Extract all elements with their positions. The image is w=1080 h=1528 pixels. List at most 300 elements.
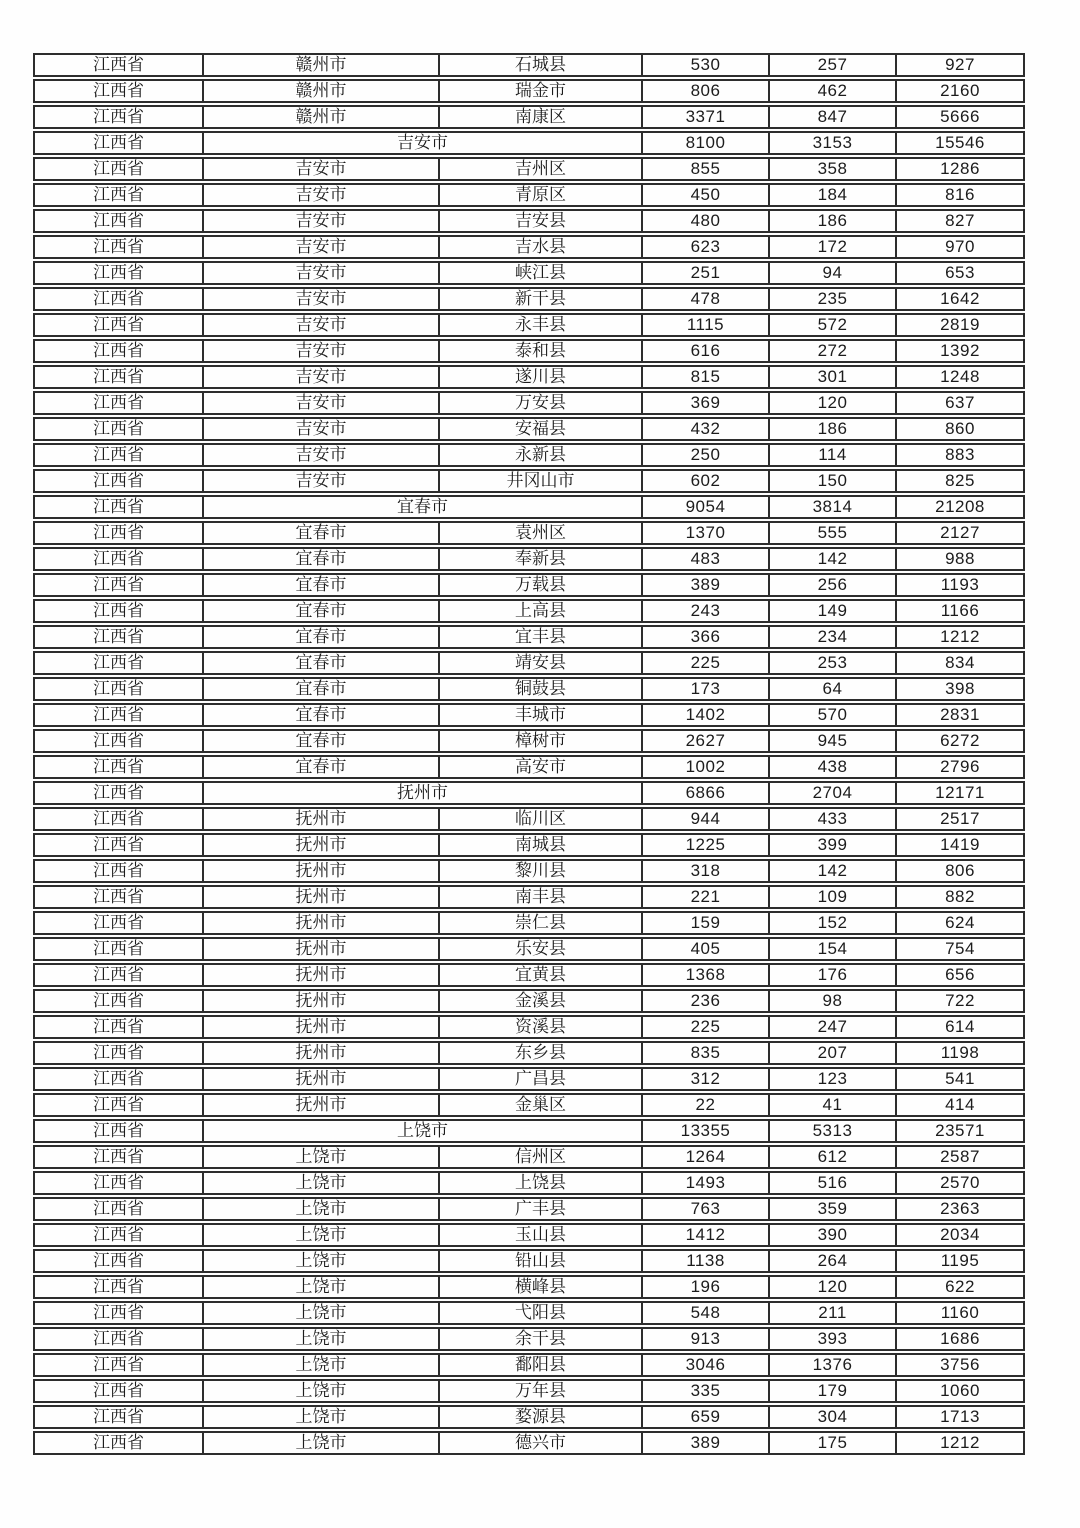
province-cell: 江西省 — [35, 1017, 204, 1037]
value1-cell: 815 — [643, 367, 770, 387]
county-cell: 宜丰县 — [440, 627, 643, 647]
county-cell: 鄱阳县 — [440, 1355, 643, 1375]
city-cell: 上饶市 — [204, 1329, 440, 1349]
county-cell: 南丰县 — [440, 887, 643, 907]
value2-cell: 438 — [770, 757, 897, 777]
province-cell: 江西省 — [35, 237, 204, 257]
value3-cell: 1166 — [940, 601, 980, 620]
value3-cell: 927 — [945, 55, 975, 74]
county-row — [33, 1171, 1025, 1195]
county-row — [33, 235, 1025, 259]
value3-cell: 614 — [945, 1017, 975, 1036]
county-cell: 上饶县 — [440, 1173, 643, 1193]
value2-cell: 109 — [770, 887, 897, 907]
county-row — [33, 547, 1025, 571]
city-merged-cell: 宜春市 — [204, 497, 643, 517]
value3-cell: 970 — [945, 237, 975, 256]
value1-cell: 13355 — [643, 1121, 770, 1141]
value3-cell: 806 — [945, 861, 975, 880]
value1-cell: 913 — [643, 1329, 770, 1349]
value3-cell: 1212 — [940, 1433, 980, 1452]
city-cell: 宜春市 — [204, 549, 440, 569]
city-cell: 吉安市 — [204, 471, 440, 491]
county-cell: 余干县 — [440, 1329, 643, 1349]
province-cell: 江西省 — [35, 1433, 204, 1453]
county-cell: 上高县 — [440, 601, 643, 621]
city-cell: 宜春市 — [204, 601, 440, 621]
province-cell: 江西省 — [35, 1329, 204, 1349]
value1-cell: 763 — [643, 1199, 770, 1219]
province-cell: 江西省 — [35, 1095, 204, 1115]
province-cell: 江西省 — [35, 263, 204, 283]
value3-cell: 1686 — [940, 1329, 980, 1348]
county-row — [33, 651, 1025, 675]
value2-cell: 3814 — [770, 497, 897, 517]
county-cell: 南城县 — [440, 835, 643, 855]
county-cell: 泰和县 — [440, 341, 643, 361]
province-cell: 江西省 — [35, 1303, 204, 1323]
county-row — [33, 1145, 1025, 1169]
value1-cell: 2627 — [643, 731, 770, 751]
province-cell: 江西省 — [35, 731, 204, 751]
city-summary-row — [33, 131, 1025, 155]
value2-cell: 555 — [770, 523, 897, 543]
county-row — [33, 755, 1025, 779]
province-cell: 江西省 — [35, 1407, 204, 1427]
county-cell: 靖安县 — [440, 653, 643, 673]
province-cell: 江西省 — [35, 497, 204, 517]
value3-cell: 21208 — [935, 497, 985, 516]
county-cell: 崇仁县 — [440, 913, 643, 933]
province-cell: 江西省 — [35, 1043, 204, 1063]
county-row — [33, 1249, 1025, 1273]
value3-cell: 2587 — [940, 1147, 980, 1166]
county-cell: 婺源县 — [440, 1407, 643, 1427]
county-cell: 万载县 — [440, 575, 643, 595]
province-cell: 江西省 — [35, 1173, 204, 1193]
value3-cell: 5666 — [940, 107, 980, 126]
value1-cell: 312 — [643, 1069, 770, 1089]
value2-cell: 114 — [770, 445, 897, 465]
value3-cell: 860 — [945, 419, 975, 438]
value3-cell: 398 — [945, 679, 975, 698]
county-cell: 玉山县 — [440, 1225, 643, 1245]
value2-cell: 152 — [770, 913, 897, 933]
value1-cell: 450 — [643, 185, 770, 205]
value1-cell: 250 — [643, 445, 770, 465]
county-row — [33, 625, 1025, 649]
county-row — [33, 703, 1025, 727]
value1-cell: 159 — [643, 913, 770, 933]
value1-cell: 1115 — [643, 315, 770, 335]
county-row — [33, 183, 1025, 207]
value2-cell: 399 — [770, 835, 897, 855]
value2-cell: 570 — [770, 705, 897, 725]
city-cell: 上饶市 — [204, 1251, 440, 1271]
city-cell: 抚州市 — [204, 835, 440, 855]
value3-cell: 653 — [945, 263, 975, 282]
value2-cell: 393 — [770, 1329, 897, 1349]
value2-cell: 41 — [770, 1095, 897, 1115]
value3-cell: 2517 — [940, 809, 980, 828]
province-cell: 江西省 — [35, 133, 204, 153]
county-row — [33, 287, 1025, 311]
value1-cell: 196 — [643, 1277, 770, 1297]
value3-cell: 2127 — [940, 523, 980, 542]
value1-cell: 366 — [643, 627, 770, 647]
county-cell: 永新县 — [440, 445, 643, 465]
province-cell: 江西省 — [35, 289, 204, 309]
value1-cell: 530 — [643, 55, 770, 75]
county-cell: 弋阳县 — [440, 1303, 643, 1323]
province-cell: 江西省 — [35, 783, 204, 803]
value3-cell: 722 — [945, 991, 975, 1010]
county-cell: 瑞金市 — [440, 81, 643, 101]
city-cell: 吉安市 — [204, 159, 440, 179]
province-cell: 江西省 — [35, 471, 204, 491]
value2-cell: 184 — [770, 185, 897, 205]
county-row — [33, 963, 1025, 987]
county-cell: 峡江县 — [440, 263, 643, 283]
county-row — [33, 1223, 1025, 1247]
region-data-table — [33, 53, 1025, 1457]
province-cell: 江西省 — [35, 81, 204, 101]
province-cell: 江西省 — [35, 1381, 204, 1401]
value3-cell: 883 — [945, 445, 975, 464]
value2-cell: 123 — [770, 1069, 897, 1089]
value1-cell: 1370 — [643, 523, 770, 543]
value2-cell: 358 — [770, 159, 897, 179]
value3-cell: 1419 — [940, 835, 980, 854]
value2-cell: 186 — [770, 211, 897, 231]
province-cell: 江西省 — [35, 1225, 204, 1245]
county-row — [33, 859, 1025, 883]
county-cell: 东乡县 — [440, 1043, 643, 1063]
value3-cell: 2160 — [940, 81, 980, 100]
value2-cell: 304 — [770, 1407, 897, 1427]
city-cell: 吉安市 — [204, 211, 440, 231]
value2-cell: 572 — [770, 315, 897, 335]
value2-cell: 301 — [770, 367, 897, 387]
value2-cell: 612 — [770, 1147, 897, 1167]
city-merged-cell: 抚州市 — [204, 783, 643, 803]
province-cell: 江西省 — [35, 1121, 204, 1141]
city-cell: 宜春市 — [204, 757, 440, 777]
county-row — [33, 599, 1025, 623]
county-row — [33, 365, 1025, 389]
city-summary-row — [33, 781, 1025, 805]
city-cell: 宜春市 — [204, 575, 440, 595]
value1-cell: 1264 — [643, 1147, 770, 1167]
county-row — [33, 391, 1025, 415]
value1-cell: 548 — [643, 1303, 770, 1323]
value2-cell: 847 — [770, 107, 897, 127]
value1-cell: 616 — [643, 341, 770, 361]
value1-cell: 335 — [643, 1381, 770, 1401]
county-row — [33, 417, 1025, 441]
county-row — [33, 807, 1025, 831]
county-cell: 广昌县 — [440, 1069, 643, 1089]
value3-cell: 1286 — [940, 159, 980, 178]
province-cell: 江西省 — [35, 211, 204, 231]
county-row — [33, 1197, 1025, 1221]
city-cell: 上饶市 — [204, 1199, 440, 1219]
value1-cell: 659 — [643, 1407, 770, 1427]
city-cell: 抚州市 — [204, 913, 440, 933]
value3-cell: 637 — [945, 393, 975, 412]
value1-cell: 1138 — [643, 1251, 770, 1271]
county-row — [33, 885, 1025, 909]
value1-cell: 389 — [643, 1433, 770, 1453]
city-cell: 赣州市 — [204, 107, 440, 127]
value1-cell: 221 — [643, 887, 770, 907]
county-row — [33, 573, 1025, 597]
city-cell: 宜春市 — [204, 705, 440, 725]
city-cell: 上饶市 — [204, 1355, 440, 1375]
value2-cell: 172 — [770, 237, 897, 257]
county-row — [33, 989, 1025, 1013]
county-row — [33, 339, 1025, 363]
value1-cell: 236 — [643, 991, 770, 1011]
value1-cell: 318 — [643, 861, 770, 881]
province-cell: 江西省 — [35, 601, 204, 621]
value1-cell: 225 — [643, 653, 770, 673]
city-cell: 上饶市 — [204, 1225, 440, 1245]
county-cell: 安福县 — [440, 419, 643, 439]
county-row — [33, 729, 1025, 753]
county-row — [33, 677, 1025, 701]
county-row — [33, 79, 1025, 103]
city-cell: 宜春市 — [204, 731, 440, 751]
value3-cell: 414 — [945, 1095, 975, 1114]
county-row — [33, 209, 1025, 233]
city-cell: 上饶市 — [204, 1277, 440, 1297]
value3-cell: 541 — [945, 1069, 975, 1088]
value2-cell: 264 — [770, 1251, 897, 1271]
value1-cell: 478 — [643, 289, 770, 309]
value1-cell: 251 — [643, 263, 770, 283]
value1-cell: 1002 — [643, 757, 770, 777]
city-merged-cell: 吉安市 — [204, 133, 643, 153]
city-cell: 上饶市 — [204, 1381, 440, 1401]
value2-cell: 94 — [770, 263, 897, 283]
value1-cell: 944 — [643, 809, 770, 829]
county-cell: 金溪县 — [440, 991, 643, 1011]
value3-cell: 1642 — [940, 289, 980, 308]
province-cell: 江西省 — [35, 1251, 204, 1271]
value2-cell: 1376 — [770, 1355, 897, 1375]
value3-cell: 2034 — [940, 1225, 980, 1244]
value3-cell: 1160 — [940, 1303, 980, 1322]
province-cell: 江西省 — [35, 887, 204, 907]
city-merged-cell: 上饶市 — [204, 1121, 643, 1141]
county-cell: 高安市 — [440, 757, 643, 777]
value3-cell: 2796 — [940, 757, 980, 776]
county-row — [33, 313, 1025, 337]
county-row — [33, 157, 1025, 181]
value2-cell: 64 — [770, 679, 897, 699]
province-cell: 江西省 — [35, 575, 204, 595]
value1-cell: 369 — [643, 393, 770, 413]
value3-cell: 3756 — [940, 1355, 980, 1374]
value1-cell: 806 — [643, 81, 770, 101]
county-cell: 石城县 — [440, 55, 643, 75]
value3-cell: 1392 — [940, 341, 980, 360]
county-cell: 遂川县 — [440, 367, 643, 387]
city-summary-row — [33, 495, 1025, 519]
value1-cell: 9054 — [643, 497, 770, 517]
value2-cell: 3153 — [770, 133, 897, 153]
value2-cell: 98 — [770, 991, 897, 1011]
value2-cell: 359 — [770, 1199, 897, 1219]
city-cell: 上饶市 — [204, 1303, 440, 1323]
value1-cell: 1368 — [643, 965, 770, 985]
value2-cell: 120 — [770, 1277, 897, 1297]
value2-cell: 462 — [770, 81, 897, 101]
province-cell: 江西省 — [35, 315, 204, 335]
province-cell: 江西省 — [35, 939, 204, 959]
county-cell: 青原区 — [440, 185, 643, 205]
county-cell: 丰城市 — [440, 705, 643, 725]
province-cell: 江西省 — [35, 705, 204, 725]
value1-cell: 480 — [643, 211, 770, 231]
county-row — [33, 1067, 1025, 1091]
county-cell: 宜黄县 — [440, 965, 643, 985]
value1-cell: 855 — [643, 159, 770, 179]
city-cell: 抚州市 — [204, 861, 440, 881]
value1-cell: 1412 — [643, 1225, 770, 1245]
province-cell: 江西省 — [35, 991, 204, 1011]
value2-cell: 142 — [770, 549, 897, 569]
county-row — [33, 261, 1025, 285]
city-cell: 抚州市 — [204, 1095, 440, 1115]
city-cell: 吉安市 — [204, 367, 440, 387]
value3-cell: 1198 — [940, 1043, 980, 1062]
county-row — [33, 53, 1025, 77]
city-cell: 上饶市 — [204, 1407, 440, 1427]
county-row — [33, 1301, 1025, 1325]
value3-cell: 1060 — [940, 1381, 980, 1400]
city-cell: 宜春市 — [204, 523, 440, 543]
county-cell: 横峰县 — [440, 1277, 643, 1297]
value3-cell: 825 — [945, 471, 975, 490]
city-cell: 抚州市 — [204, 887, 440, 907]
city-summary-row — [33, 1119, 1025, 1143]
county-cell: 铅山县 — [440, 1251, 643, 1271]
province-cell: 江西省 — [35, 679, 204, 699]
county-cell: 万年县 — [440, 1381, 643, 1401]
city-cell: 吉安市 — [204, 393, 440, 413]
city-cell: 抚州市 — [204, 809, 440, 829]
city-cell: 赣州市 — [204, 55, 440, 75]
city-cell: 吉安市 — [204, 185, 440, 205]
value3-cell: 816 — [945, 185, 975, 204]
county-cell: 井冈山市 — [440, 471, 643, 491]
value3-cell: 23571 — [935, 1121, 985, 1140]
value1-cell: 1493 — [643, 1173, 770, 1193]
value3-cell: 1195 — [940, 1251, 980, 1270]
value3-cell: 624 — [945, 913, 975, 932]
value2-cell: 207 — [770, 1043, 897, 1063]
county-cell: 德兴市 — [440, 1433, 643, 1453]
city-cell: 抚州市 — [204, 1069, 440, 1089]
value2-cell: 179 — [770, 1381, 897, 1401]
value2-cell: 211 — [770, 1303, 897, 1323]
city-cell: 上饶市 — [204, 1433, 440, 1453]
value1-cell: 623 — [643, 237, 770, 257]
city-cell: 上饶市 — [204, 1147, 440, 1167]
county-cell: 吉州区 — [440, 159, 643, 179]
city-cell: 抚州市 — [204, 939, 440, 959]
value1-cell: 483 — [643, 549, 770, 569]
province-cell: 江西省 — [35, 1277, 204, 1297]
value2-cell: 390 — [770, 1225, 897, 1245]
county-cell: 吉安县 — [440, 211, 643, 231]
value2-cell: 945 — [770, 731, 897, 751]
county-cell: 永丰县 — [440, 315, 643, 335]
county-cell: 临川区 — [440, 809, 643, 829]
value3-cell: 1248 — [940, 367, 980, 386]
province-cell: 江西省 — [35, 861, 204, 881]
province-cell: 江西省 — [35, 627, 204, 647]
county-cell: 广丰县 — [440, 1199, 643, 1219]
value2-cell: 256 — [770, 575, 897, 595]
value2-cell: 272 — [770, 341, 897, 361]
city-cell: 抚州市 — [204, 1043, 440, 1063]
province-cell: 江西省 — [35, 1069, 204, 1089]
county-row — [33, 1015, 1025, 1039]
value2-cell: 154 — [770, 939, 897, 959]
county-row — [33, 1379, 1025, 1403]
value3-cell: 6272 — [940, 731, 980, 750]
city-cell: 赣州市 — [204, 81, 440, 101]
city-cell: 宜春市 — [204, 627, 440, 647]
value2-cell: 257 — [770, 55, 897, 75]
value1-cell: 173 — [643, 679, 770, 699]
value3-cell: 754 — [945, 939, 975, 958]
province-cell: 江西省 — [35, 393, 204, 413]
value2-cell: 235 — [770, 289, 897, 309]
province-cell: 江西省 — [35, 107, 204, 127]
county-row — [33, 443, 1025, 467]
city-cell: 抚州市 — [204, 991, 440, 1011]
city-cell: 上饶市 — [204, 1173, 440, 1193]
city-cell: 吉安市 — [204, 237, 440, 257]
county-cell: 袁州区 — [440, 523, 643, 543]
value2-cell: 253 — [770, 653, 897, 673]
county-cell: 万安县 — [440, 393, 643, 413]
value1-cell: 3371 — [643, 107, 770, 127]
county-row — [33, 1405, 1025, 1429]
value1-cell: 22 — [643, 1095, 770, 1115]
province-cell: 江西省 — [35, 445, 204, 465]
county-row — [33, 521, 1025, 545]
value2-cell: 2704 — [770, 783, 897, 803]
city-cell: 宜春市 — [204, 679, 440, 699]
county-row — [33, 1353, 1025, 1377]
city-cell: 吉安市 — [204, 315, 440, 335]
city-cell: 吉安市 — [204, 419, 440, 439]
value3-cell: 1212 — [940, 627, 980, 646]
value3-cell: 656 — [945, 965, 975, 984]
value3-cell: 15546 — [935, 133, 985, 152]
value1-cell: 243 — [643, 601, 770, 621]
city-cell: 吉安市 — [204, 445, 440, 465]
value3-cell: 2819 — [940, 315, 980, 334]
county-cell: 铜鼓县 — [440, 679, 643, 699]
value3-cell: 988 — [945, 549, 975, 568]
county-cell: 新干县 — [440, 289, 643, 309]
